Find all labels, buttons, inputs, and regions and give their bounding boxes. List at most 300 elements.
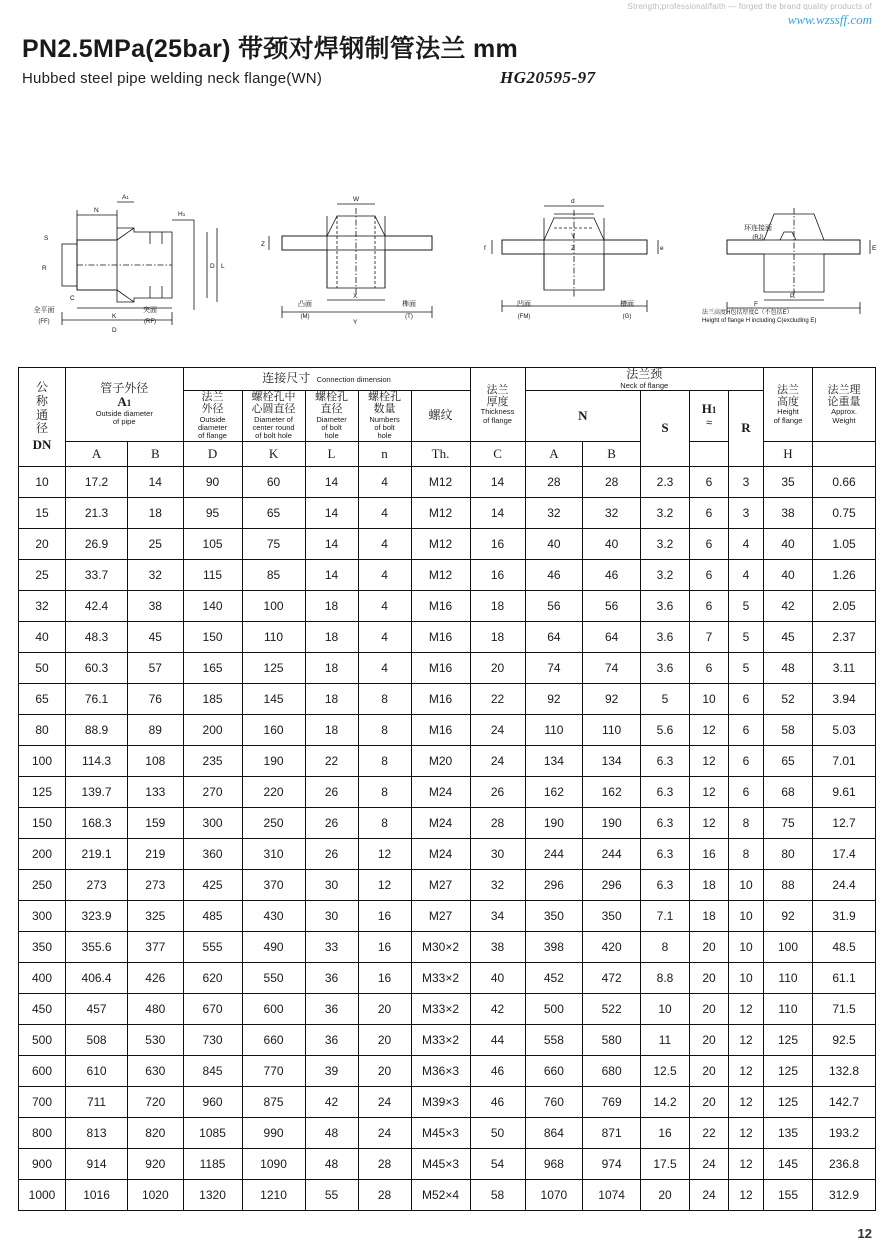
table-cell: 3.94 — [813, 683, 876, 714]
svg-text:K: K — [112, 313, 117, 320]
table-cell: 46 — [525, 559, 583, 590]
table-cell: 25 — [19, 559, 66, 590]
table-cell: 193.2 — [813, 1117, 876, 1148]
table-row — [19, 931, 876, 962]
table-row — [19, 993, 876, 1024]
table-cell: 457 — [66, 993, 128, 1024]
table-cell: M36×3 — [411, 1055, 470, 1086]
table-cell: 20 — [470, 652, 525, 683]
table-cell: 8 — [358, 776, 411, 807]
table-cell: 10 — [19, 466, 66, 497]
table-cell: 52 — [764, 683, 813, 714]
table-cell: 8 — [358, 683, 411, 714]
svg-text:凸面: 凸面 — [298, 301, 312, 308]
table-cell: 0.66 — [813, 466, 876, 497]
table-cell: 1.26 — [813, 559, 876, 590]
table-cell: 450 — [19, 993, 66, 1024]
table-cell: 40 — [525, 528, 583, 559]
svg-text:凹面: 凹面 — [517, 301, 531, 308]
table-row — [19, 1086, 876, 1117]
table-cell: 3 — [729, 497, 764, 528]
table-row — [19, 652, 876, 683]
table-cell: 18 — [128, 497, 183, 528]
table-cell: 92 — [764, 900, 813, 931]
table-cell: 273 — [66, 869, 128, 900]
table-cell: 1210 — [242, 1179, 305, 1210]
table-cell: 300 — [183, 807, 242, 838]
table-cell: 770 — [242, 1055, 305, 1086]
table-cell: 11 — [641, 1024, 690, 1055]
table-cell: 550 — [242, 962, 305, 993]
table-cell: 162 — [583, 776, 641, 807]
table-cell: 273 — [128, 869, 183, 900]
header-bolt-hole-dia: 螺栓孔 直径 Diameter of bolt hole — [305, 391, 358, 442]
svg-text:R: R — [42, 265, 47, 272]
svg-text:(FF): (FF) — [38, 319, 50, 325]
table-cell: 4 — [358, 652, 411, 683]
table-cell: 14 — [305, 559, 358, 590]
svg-text:F: F — [754, 301, 758, 308]
table-cell: 6 — [729, 683, 764, 714]
sym-k: K — [242, 441, 305, 466]
header-neck-n: N — [525, 391, 640, 442]
table-cell: M27 — [411, 869, 470, 900]
page-subtitle: Hubbed steel pipe welding neck flange(WN) — [22, 70, 323, 87]
header-neck-h1: H1 ≈ — [690, 391, 729, 442]
table-cell: 115 — [183, 559, 242, 590]
flange-section-drawing-3 — [482, 188, 672, 333]
table-cell: 61.1 — [813, 962, 876, 993]
table-cell: 12 — [690, 714, 729, 745]
table-cell: 48 — [764, 652, 813, 683]
table-cell: 250 — [19, 869, 66, 900]
table-cell: 4 — [358, 466, 411, 497]
table-row — [19, 590, 876, 621]
table-cell: 105 — [183, 528, 242, 559]
table-cell: 190 — [525, 807, 583, 838]
table-cell: 12 — [690, 745, 729, 776]
sym-b: B — [128, 441, 183, 466]
table-cell: 3.6 — [641, 590, 690, 621]
sym-neck-b: B — [583, 441, 641, 466]
table-cell: 46 — [470, 1086, 525, 1117]
table-cell: M12 — [411, 559, 470, 590]
table-cell: 88 — [764, 869, 813, 900]
table-cell: M20 — [411, 745, 470, 776]
table-cell: 10 — [729, 869, 764, 900]
table-cell: 325 — [128, 900, 183, 931]
svg-text:D: D — [210, 263, 215, 270]
table-cell: 22 — [305, 745, 358, 776]
table-cell: 26 — [305, 776, 358, 807]
table-cell: 20 — [690, 993, 729, 1024]
table-cell: 558 — [525, 1024, 583, 1055]
table-cell: M16 — [411, 714, 470, 745]
table-cell: 26 — [470, 776, 525, 807]
table-cell: 610 — [66, 1055, 128, 1086]
table-cell: 7.1 — [641, 900, 690, 931]
table-cell: 270 — [183, 776, 242, 807]
table-cell: 3 — [729, 466, 764, 497]
table-cell: 6.3 — [641, 776, 690, 807]
table-cell: 4 — [358, 497, 411, 528]
table-cell: 580 — [583, 1024, 641, 1055]
table-cell: 20 — [19, 528, 66, 559]
header-neck: 法兰颈 Neck of flange — [525, 368, 763, 391]
table-cell: 18 — [305, 652, 358, 683]
table-cell: 57 — [128, 652, 183, 683]
table-body — [19, 466, 876, 1210]
table-cell: 185 — [183, 683, 242, 714]
brand-tagline: Strength;professional/faith — forged the brand quality products of — [627, 2, 872, 11]
table-cell: 3.2 — [641, 497, 690, 528]
table-cell: 12 — [729, 1117, 764, 1148]
table-row — [19, 1117, 876, 1148]
table-cell: 960 — [183, 1086, 242, 1117]
table-cell: 12 — [358, 869, 411, 900]
svg-text:e: e — [660, 245, 664, 252]
table-cell: 630 — [128, 1055, 183, 1086]
table-cell: 250 — [242, 807, 305, 838]
table-cell: 974 — [583, 1148, 641, 1179]
table-cell: 48 — [305, 1117, 358, 1148]
table-cell: 3.6 — [641, 652, 690, 683]
table-cell: 9.61 — [813, 776, 876, 807]
svg-text:A1: A1 — [122, 194, 129, 201]
table-cell: 12 — [729, 993, 764, 1024]
table-cell: 555 — [183, 931, 242, 962]
table-cell: 480 — [128, 993, 183, 1024]
top-strip — [0, 0, 894, 26]
table-cell: 500 — [525, 993, 583, 1024]
table-cell: 100 — [242, 590, 305, 621]
svg-text:突面: 突面 — [143, 307, 157, 314]
table-cell: 32 — [525, 497, 583, 528]
table-cell: 85 — [242, 559, 305, 590]
table-cell: 40 — [19, 621, 66, 652]
table-cell: 600 — [19, 1055, 66, 1086]
table-row — [19, 1148, 876, 1179]
table-cell: 65 — [764, 745, 813, 776]
table-cell: 5 — [729, 590, 764, 621]
table-cell: 452 — [525, 962, 583, 993]
table-cell: 134 — [583, 745, 641, 776]
table-row — [19, 683, 876, 714]
table-header-row-1 — [19, 368, 876, 391]
table-cell: M52×4 — [411, 1179, 470, 1210]
table-cell: 135 — [764, 1117, 813, 1148]
table-cell: 370 — [242, 869, 305, 900]
table-cell: 769 — [583, 1086, 641, 1117]
table-cell: 20 — [690, 962, 729, 993]
table-cell: 39 — [305, 1055, 358, 1086]
table-cell: 16 — [690, 838, 729, 869]
table-cell: 134 — [525, 745, 583, 776]
table-row — [19, 776, 876, 807]
table-cell: 45 — [128, 621, 183, 652]
table-cell: 133 — [128, 776, 183, 807]
table-cell: 17.2 — [66, 466, 128, 497]
table-cell: 377 — [128, 931, 183, 962]
table-cell: 1016 — [66, 1179, 128, 1210]
table-cell: 160 — [242, 714, 305, 745]
table-cell: 20 — [358, 1024, 411, 1055]
table-cell: 10 — [729, 962, 764, 993]
table-cell: 20 — [358, 1055, 411, 1086]
table-cell: 12 — [729, 1148, 764, 1179]
table-cell: 6.3 — [641, 745, 690, 776]
table-cell: 200 — [183, 714, 242, 745]
table-cell: 4 — [358, 559, 411, 590]
table-cell: 55 — [305, 1179, 358, 1210]
header-neck-s: S — [641, 391, 690, 467]
table-cell: 323.9 — [66, 900, 128, 931]
flange-section-drawing-2 — [257, 188, 457, 333]
table-cell: 6 — [690, 590, 729, 621]
table-cell: 620 — [183, 962, 242, 993]
table-cell: 100 — [764, 931, 813, 962]
table-cell: 18 — [305, 714, 358, 745]
table-row — [19, 528, 876, 559]
table-cell: 711 — [66, 1086, 128, 1117]
table-row — [19, 807, 876, 838]
table-cell: 990 — [242, 1117, 305, 1148]
flange-spec-table — [18, 367, 876, 1211]
table-row — [19, 466, 876, 497]
table-cell: 5 — [641, 683, 690, 714]
table-cell: 110 — [242, 621, 305, 652]
table-cell: 12 — [729, 1086, 764, 1117]
table-cell: 760 — [525, 1086, 583, 1117]
table-cell: 36 — [305, 1024, 358, 1055]
table-cell: 42 — [764, 590, 813, 621]
table-cell: 110 — [525, 714, 583, 745]
table-cell: 3.6 — [641, 621, 690, 652]
table-cell: 6 — [690, 652, 729, 683]
table-cell: 22 — [690, 1117, 729, 1148]
header-bolt-circle: 螺栓孔中 心圆直径 Diameter of center round of bolt hole — [242, 391, 305, 442]
table-cell: 700 — [19, 1086, 66, 1117]
table-cell: 1070 — [525, 1179, 583, 1210]
table-cell: 110 — [764, 962, 813, 993]
table-cell: 42 — [305, 1086, 358, 1117]
table-cell: 30 — [305, 869, 358, 900]
table-cell: 2.37 — [813, 621, 876, 652]
svg-text:槽面: 槽面 — [620, 301, 634, 308]
table-cell: 42 — [470, 993, 525, 1024]
svg-text:(RF): (RF) — [144, 319, 156, 325]
table-cell: 1090 — [242, 1148, 305, 1179]
table-cell: 244 — [525, 838, 583, 869]
table-cell: 300 — [19, 900, 66, 931]
svg-text:S: S — [44, 235, 49, 242]
table-cell: 1185 — [183, 1148, 242, 1179]
table-cell: M33×2 — [411, 962, 470, 993]
table-cell: 6 — [690, 559, 729, 590]
page-title: PN2.5MPa(25bar) 带颈对焊钢制管法兰 mm — [22, 35, 518, 63]
table-cell: 50 — [470, 1117, 525, 1148]
svg-text:Z: Z — [261, 241, 265, 248]
svg-text:榫面: 榫面 — [402, 301, 416, 308]
table-row — [19, 962, 876, 993]
table-cell: 34 — [470, 900, 525, 931]
table-cell: 24 — [470, 714, 525, 745]
table-cell: 92 — [583, 683, 641, 714]
table-cell: 40 — [583, 528, 641, 559]
svg-text:(M): (M) — [300, 314, 310, 320]
table-cell: 4 — [729, 559, 764, 590]
table-row — [19, 838, 876, 869]
table-cell: M45×3 — [411, 1148, 470, 1179]
table-cell: 26 — [305, 807, 358, 838]
table-cell: M33×2 — [411, 1024, 470, 1055]
table-cell: 162 — [525, 776, 583, 807]
table-cell: 18 — [470, 621, 525, 652]
table-cell: 490 — [242, 931, 305, 962]
table-cell: 16 — [358, 900, 411, 931]
table-cell: 40 — [764, 528, 813, 559]
table-cell: 32 — [583, 497, 641, 528]
table-cell: M45×3 — [411, 1117, 470, 1148]
table-cell: 680 — [583, 1055, 641, 1086]
table-cell: 16 — [358, 931, 411, 962]
table-cell: 68 — [764, 776, 813, 807]
table-cell: 12 — [729, 1055, 764, 1086]
table-cell: 56 — [583, 590, 641, 621]
table-cell: 813 — [66, 1117, 128, 1148]
table-cell: 1.05 — [813, 528, 876, 559]
table-cell: 46 — [583, 559, 641, 590]
table-cell: 58 — [470, 1179, 525, 1210]
table-cell: 600 — [242, 993, 305, 1024]
table-cell: 398 — [525, 931, 583, 962]
table-cell: 4 — [358, 621, 411, 652]
table-cell: M16 — [411, 683, 470, 714]
table-cell: 220 — [242, 776, 305, 807]
svg-text:d: d — [571, 198, 575, 205]
table-cell: 46 — [470, 1055, 525, 1086]
table-cell: 200 — [19, 838, 66, 869]
table-cell: 296 — [583, 869, 641, 900]
table-cell: 430 — [242, 900, 305, 931]
table-cell: 400 — [19, 962, 66, 993]
table-cell: 60.3 — [66, 652, 128, 683]
table-cell: 14 — [470, 466, 525, 497]
svg-text:P: P — [790, 293, 795, 300]
svg-text:E: E — [872, 245, 877, 252]
svg-text:L: L — [221, 263, 225, 270]
table-cell: 1074 — [583, 1179, 641, 1210]
table-cell: 8 — [641, 931, 690, 962]
table-cell: 8 — [358, 714, 411, 745]
table-cell: 5.03 — [813, 714, 876, 745]
table-cell: 35 — [764, 466, 813, 497]
table-cell: 670 — [183, 993, 242, 1024]
table-cell: 24 — [690, 1179, 729, 1210]
table-cell: 125 — [764, 1086, 813, 1117]
table-cell: 14 — [305, 466, 358, 497]
table-cell: 26 — [305, 838, 358, 869]
table-cell: 145 — [242, 683, 305, 714]
table-cell: 32 — [128, 559, 183, 590]
svg-text:D: D — [112, 327, 117, 334]
table-cell: 12.7 — [813, 807, 876, 838]
table-cell: 10 — [690, 683, 729, 714]
table-cell: 80 — [19, 714, 66, 745]
header-pipe-od: 管子外径 A1 Outside diameter of pipe — [66, 368, 184, 442]
table-cell: 350 — [583, 900, 641, 931]
table-cell: 4 — [729, 528, 764, 559]
table-cell: 75 — [764, 807, 813, 838]
table-cell: 24 — [690, 1148, 729, 1179]
table-cell: 236.8 — [813, 1148, 876, 1179]
table-cell: 40 — [764, 559, 813, 590]
table-cell: M24 — [411, 807, 470, 838]
table-cell: 25 — [128, 528, 183, 559]
table-cell: 12 — [729, 1024, 764, 1055]
svg-text:(FM): (FM) — [517, 314, 531, 320]
table-cell: 485 — [183, 900, 242, 931]
table-cell: 76.1 — [66, 683, 128, 714]
header-bolt-hole-num: 螺栓孔 数量 Numbers of bolt hole — [358, 391, 411, 442]
table-cell: 28 — [525, 466, 583, 497]
table-cell: 16 — [358, 962, 411, 993]
table-cell: 6 — [690, 497, 729, 528]
table-cell: M16 — [411, 621, 470, 652]
table-cell: 74 — [525, 652, 583, 683]
table-cell: M30×2 — [411, 931, 470, 962]
table-cell: 720 — [128, 1086, 183, 1117]
table-cell: 420 — [583, 931, 641, 962]
table-cell: 312.9 — [813, 1179, 876, 1210]
table-cell: 30 — [470, 838, 525, 869]
table-cell: 14.2 — [641, 1086, 690, 1117]
svg-text:Y: Y — [353, 319, 358, 326]
table-cell: 44 — [470, 1024, 525, 1055]
table-cell: 168.3 — [66, 807, 128, 838]
table-cell: 0.75 — [813, 497, 876, 528]
table-cell: 14 — [128, 466, 183, 497]
table-cell: 40 — [470, 962, 525, 993]
table-cell: M24 — [411, 838, 470, 869]
table-cell: 16 — [470, 528, 525, 559]
table-cell: 50 — [19, 652, 66, 683]
table-cell: 110 — [764, 993, 813, 1024]
table-cell: 5 — [729, 621, 764, 652]
header-flange-height: 法兰 高度 Height of flange — [764, 368, 813, 442]
table-row — [19, 869, 876, 900]
sym-l: L — [305, 441, 358, 466]
table-cell: 4 — [358, 528, 411, 559]
table-cell: 219 — [128, 838, 183, 869]
header-thickness: 法兰 厚度 Thickness of flange — [470, 368, 525, 442]
table-cell: 968 — [525, 1148, 583, 1179]
table-cell: M33×2 — [411, 993, 470, 1024]
table-cell: 522 — [583, 993, 641, 1024]
website-url[interactable]: www.wzssff.com — [787, 12, 872, 27]
table-cell: 8 — [729, 807, 764, 838]
standard-code: HG20595-97 — [500, 68, 596, 87]
table-cell: 45 — [764, 621, 813, 652]
table-cell: 296 — [525, 869, 583, 900]
table-cell: M39×3 — [411, 1086, 470, 1117]
table-cell: 12.5 — [641, 1055, 690, 1086]
table-cell: 1320 — [183, 1179, 242, 1210]
table-cell: 219.1 — [66, 838, 128, 869]
table-cell: M24 — [411, 776, 470, 807]
svg-text:Y: Y — [571, 233, 576, 240]
table-cell: 730 — [183, 1024, 242, 1055]
